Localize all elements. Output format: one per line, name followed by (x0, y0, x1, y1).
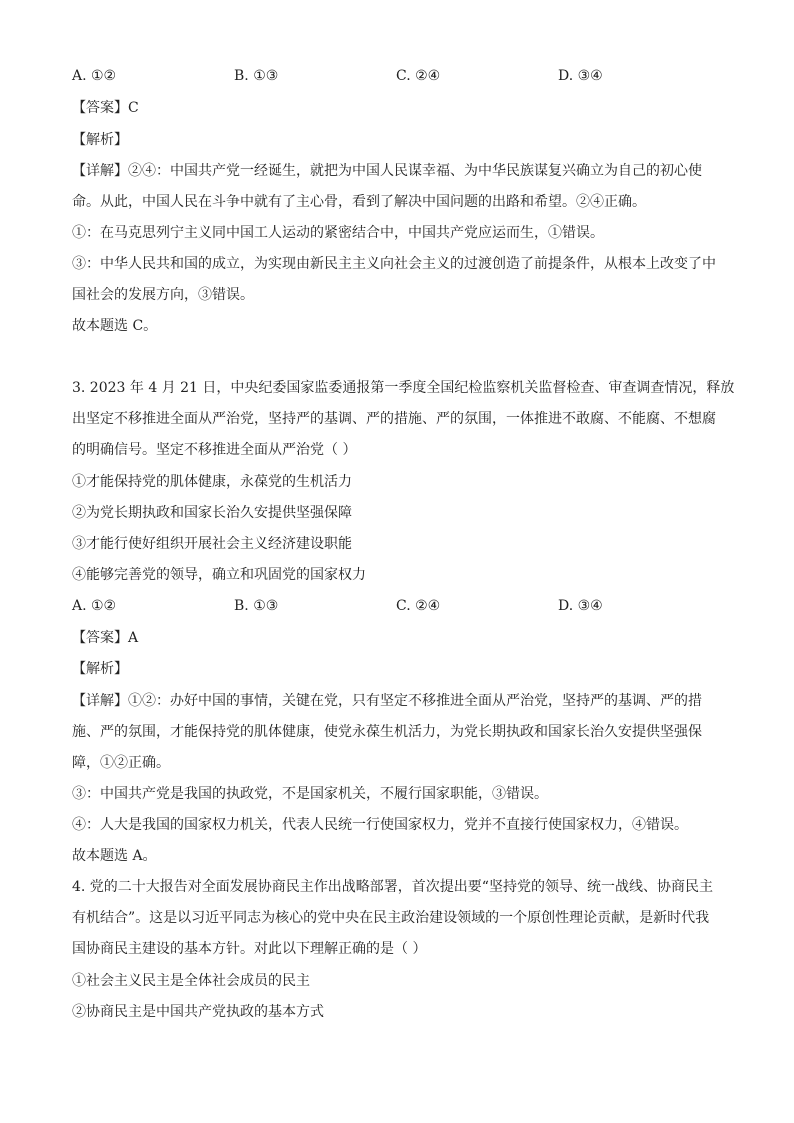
q3-stem-line: 的明确信号。坚定不移推进全面从严治党（ ） (72, 442, 357, 458)
q3-option-b: B. ①③ (234, 598, 279, 614)
q4-stem-line: 国协商民主建设的基本方针。对此以下理解正确的是（ ） (72, 941, 427, 957)
q3-analysis-heading: 【解析】 (72, 661, 128, 677)
q4-statement: ②协商民主是中国共产党执政的基本方式 (72, 1004, 324, 1020)
q3-stem-line: 3. 2023 年 4 月 21 日，中央纪委国家监委通报第一季度全国纪检监察机关监督检查、审查调查情况，释放 (72, 380, 735, 396)
q4-stem-line: 有机结合”。这是以习近平同志为核心的党中央在民主政治建设领域的一个原创性理论贡献，是新时代我 (72, 910, 710, 926)
q2-analysis-heading: 【解析】 (72, 132, 128, 148)
q2-detail-line: ③：中华人民共和国的成立，为实现由新民主主义向社会主义的过渡创造了前提条件，从根本上改变了中 (72, 256, 716, 272)
q3-detail-line: 障，①②正确。 (72, 755, 170, 771)
q3-statement: ①才能保持党的肌体健康，永葆党的生机活力 (72, 474, 352, 490)
q2-option-c: C. ②④ (396, 68, 441, 84)
q3-stem-line: 出坚定不移推进全面从严治党，坚持严的基调、严的措施、严的氛围，一体推进不敢腐、不能腐、不想腐 (72, 411, 716, 427)
q3-detail-line: 【详解】①②：办好中国的事情，关键在党，只有坚定不移推进全面从严治党，坚持严的基调、严的措 (72, 693, 702, 709)
q3-statement: ②为党长期执政和国家长治久安提供坚强保障 (72, 505, 352, 521)
q3-detail-line: ④：人大是我国的国家权力机关，代表人民统一行使国家权力，党并不直接行使国家权力，④错误。 (72, 817, 688, 833)
q3-option-a: A. ①② (72, 598, 117, 614)
q3-answer: 【答案】A (72, 630, 139, 646)
q3-detail-line: ③：中国共产党是我国的执政党，不是国家机关，不履行国家职能，③错误。 (72, 786, 548, 802)
q2-answer: 【答案】C (72, 100, 139, 116)
q3-option-d: D. ③④ (558, 598, 603, 614)
q2-option-a: A. ①② (72, 68, 117, 84)
q2-option-d: D. ③④ (558, 68, 603, 84)
q3-statement: ④能够完善党的领导，确立和巩固党的国家权力 (72, 567, 366, 583)
q2-detail-line: 国社会的发展方向，③错误。 (72, 287, 254, 303)
q2-conclusion: 故本题选 C。 (72, 318, 158, 334)
q2-detail-line: ①：在马克思列宁主义同中国工人运动的紧密结合中，中国共产党应运而生，①错误。 (72, 225, 604, 241)
q4-stem-line: 4. 党的二十大报告对全面发展协商民主作出战略部署，首次提出要“坚持党的领导、统一战线、协商民主 (72, 879, 713, 895)
q2-option-b: B. ①③ (234, 68, 279, 84)
q2-detail-line: 【详解】②④：中国共产党一经诞生，就把为中国人民谋幸福、为中华民族谋复兴确立为自己的初心使 (72, 163, 702, 179)
q3-detail-line: 施、严的氛围，才能保持党的肌体健康，使党永葆生机活力，为党长期执政和国家长治久安提供坚强保 (72, 724, 702, 740)
q3-option-c: C. ②④ (396, 598, 441, 614)
q3-conclusion: 故本题选 A。 (72, 848, 157, 864)
q2-detail-line: 命。从此，中国人民在斗争中就有了主心骨，看到了解决中国问题的出路和希望。②④正确。 (72, 194, 646, 210)
q4-statement: ①社会主义民主是全体社会成员的民主 (72, 973, 310, 989)
q3-statement: ③才能行使好组织开展社会主义经济建设职能 (72, 536, 352, 552)
